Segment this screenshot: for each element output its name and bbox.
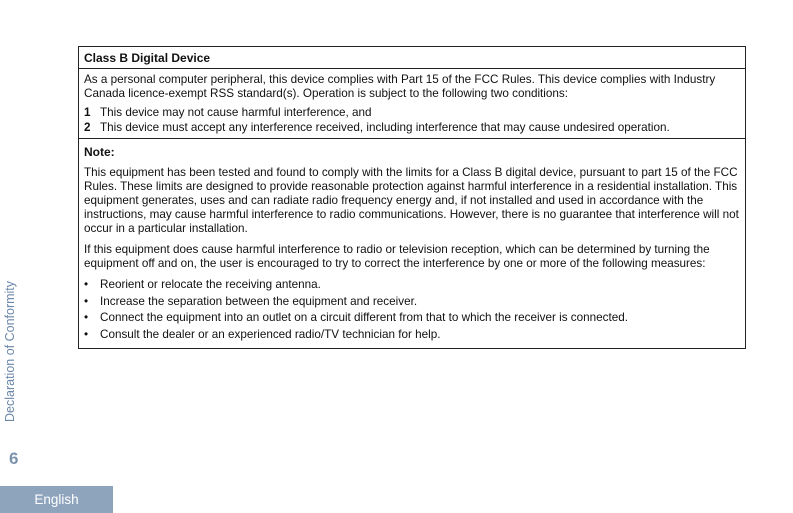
measure-text: Consult the dealer or an experienced radio/TV technician for help. <box>100 327 441 341</box>
condition-text: This device must accept any interference received, including interference that may cause undesired operation. <box>100 121 670 134</box>
bullet-icon: • <box>84 278 89 291</box>
section-label: Declaration of Conformity <box>3 280 17 422</box>
measure-text: Increase the separation between the equipment and receiver. <box>100 294 418 308</box>
bullet-icon: • <box>84 294 89 308</box>
condition-number: 2 <box>84 121 91 134</box>
class-b-heading: Class B Digital Device <box>84 51 211 65</box>
class-b-intro: As a personal computer peripheral, this device complies with Part 15 of the FCC Rules. This device complies with Industry Canada licence-exempt RSS standard(s). Operation is subject to the following two conditions: <box>84 73 716 100</box>
note-paragraph-1: This equipment has been tested and found to comply with the limits for a Class B digital device, pursuant to part 15 of the FCC Rules. These limits are designed to provide reasonable protection against harmful interference in a residential installation. This equipment generates, uses and can radiate radio frequency energy and, if not installed and used in accordance with the instructions, may cause harmful interference to radio communications. However, there is no guarantee that interference will not occur in a particular installation. <box>84 166 739 235</box>
note-heading: Note: <box>84 145 115 159</box>
class-b-heading-section <box>79 47 745 68</box>
condition-item <box>84 106 740 120</box>
measure-item <box>84 295 740 309</box>
measure-text: Reorient or relocate the receiving antenna. <box>100 278 321 291</box>
note-paragraph-2: If this equipment does cause harmful interference to radio or television reception, which can be determined by turning the equipment off and on, the user is encouraged to try to correct the interference by one or more of the following measures: <box>84 243 710 270</box>
bullet-icon: • <box>84 311 89 324</box>
language-tab: English <box>0 486 113 513</box>
class-b-body <box>79 68 745 138</box>
measure-item <box>84 328 740 342</box>
note-section <box>79 138 745 348</box>
measure-item <box>84 311 740 325</box>
compliance-box <box>78 46 746 349</box>
measure-text: Connect the equipment into an outlet on a circuit different from that to which the receiver is connected. <box>100 311 628 324</box>
bullet-icon: • <box>84 327 89 341</box>
measure-item <box>84 278 740 292</box>
condition-item <box>84 121 740 135</box>
condition-number: 1 <box>84 106 91 119</box>
condition-text: This device may not cause harmful interference, and <box>100 106 372 119</box>
page-number: 6 <box>9 449 19 468</box>
